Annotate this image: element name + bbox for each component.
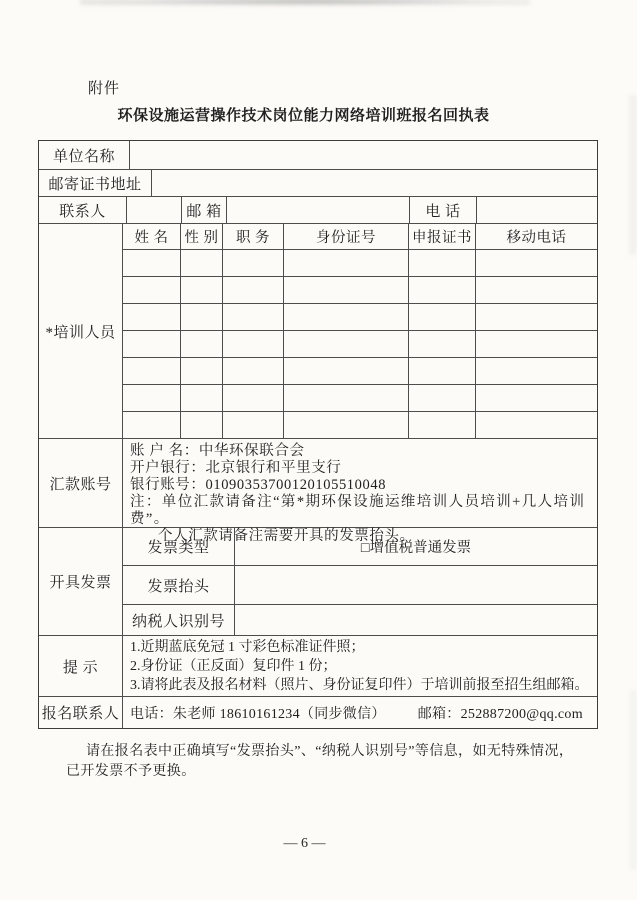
footer-note-line: 已开发票不予更换。	[66, 764, 196, 779]
trainee-cell	[123, 358, 180, 384]
trainee-cell	[222, 412, 283, 438]
trainees-section	[39, 223, 597, 438]
footer-note	[66, 742, 576, 782]
trainee-cell	[475, 385, 597, 411]
page-number: — 6 —	[283, 836, 326, 851]
footer-note-line: 请在报名表中正确填写“发票抬头”、“纳税人识别号”等信息，如无特殊情况，	[86, 744, 574, 759]
unit-name-value-cell	[129, 141, 597, 169]
trainee-cell	[283, 277, 408, 303]
mail-address-value-cell	[151, 170, 597, 196]
contact-row	[39, 196, 597, 223]
trainee-cell	[180, 412, 222, 438]
phone-label: 电 话	[409, 197, 476, 223]
tips-content	[122, 636, 597, 696]
tip-item: 2.身份证（正反面）复印件 1 份；	[130, 659, 337, 674]
trainee-cell	[222, 358, 283, 384]
trainee-cell	[180, 250, 222, 276]
trainee-cell	[408, 385, 475, 411]
trainee-cell	[123, 277, 180, 303]
trainee-cell	[475, 250, 597, 276]
tips-row	[39, 635, 597, 696]
invoice-type-label: 发票类型	[147, 540, 210, 556]
tip-item: 3.请将此表及报名材料（照片、身份证复印件）于培训前报至招生组邮箱。	[130, 678, 589, 693]
remittance-account-number: 银行账号：01090353700120105510048	[130, 477, 387, 493]
trainee-cell	[180, 331, 222, 357]
trainee-cell	[222, 331, 283, 357]
contact-value-cell	[126, 197, 181, 223]
trainee-cell	[222, 385, 283, 411]
invoice-taxid-label: 纳税人识别号	[131, 613, 225, 630]
trainee-cell	[475, 304, 597, 330]
invoice-title-row	[123, 565, 597, 604]
reg-contact-content	[122, 697, 597, 728]
trainee-col-id: 身份证号	[283, 224, 408, 249]
remittance-note-2: 个人汇款请备注需要开具的发票抬头。	[158, 528, 415, 544]
trainee-cell	[283, 304, 408, 330]
email-value-cell	[226, 197, 409, 223]
trainee-row	[123, 276, 597, 303]
trainee-col-name: 姓 名	[134, 230, 169, 246]
trainees-grid	[122, 224, 597, 438]
trainee-cell	[180, 277, 222, 303]
remittance-content	[122, 439, 597, 544]
trainee-cell	[222, 304, 283, 330]
trainee-cell	[408, 250, 475, 276]
remittance-label: 汇款账号	[49, 476, 112, 493]
mail-address-label: 邮寄证书地址	[48, 176, 142, 193]
registration-table	[38, 140, 598, 729]
invoice-section	[39, 527, 597, 635]
unit-name-row	[39, 141, 597, 169]
remittance-bank: 开户银行：北京银行和平里支行	[130, 460, 342, 476]
scan-smudge-right	[630, 690, 637, 870]
reg-contact-label: 报名联系人	[41, 706, 120, 722]
trainee-cell	[123, 331, 180, 357]
trainee-cell	[123, 385, 180, 411]
trainee-cell	[123, 304, 180, 330]
trainee-cell	[123, 412, 180, 438]
email-label: 邮 箱	[181, 197, 226, 223]
trainee-col-mobile: 移动电话	[475, 224, 597, 249]
contact-label: 联系人	[59, 203, 106, 220]
trainee-row	[123, 249, 597, 276]
invoice-taxid-row	[123, 604, 597, 635]
trainee-row	[123, 411, 597, 438]
invoice-title-value-cell	[234, 566, 597, 604]
reg-contact-email: 邮箱：252887200@qq.com	[417, 706, 583, 722]
invoice-label: 开具发票	[49, 575, 112, 591]
trainee-cell	[222, 250, 283, 276]
reg-contact-row	[39, 696, 597, 728]
trainee-col-title: 职 务	[222, 224, 283, 249]
trainee-cell	[283, 331, 408, 357]
trainee-cell	[180, 304, 222, 330]
trainee-row	[123, 384, 597, 411]
trainee-cell	[408, 412, 475, 438]
trainee-cell	[475, 331, 597, 357]
trainee-cell	[180, 385, 222, 411]
trainee-cell	[408, 304, 475, 330]
trainees-label: *培训人员	[45, 324, 116, 341]
invoice-type-row	[123, 528, 597, 565]
unit-name-label: 单位名称	[52, 148, 115, 165]
trainee-cell	[283, 385, 408, 411]
trainee-cell	[283, 250, 408, 276]
trainee-col-cert: 申报证书	[408, 224, 475, 249]
trainee-cell	[222, 277, 283, 303]
phone-value-cell	[476, 197, 597, 223]
page-title: 环保设施运营操作技术岗位能力网络培训班报名回执表	[117, 108, 490, 124]
trainee-cell	[475, 277, 597, 303]
trainee-row	[123, 330, 597, 357]
invoice-title-label: 发票抬头	[147, 578, 210, 595]
trainee-header-row	[123, 224, 597, 249]
scan-smudge-right	[629, 95, 637, 255]
trainee-cell	[283, 358, 408, 384]
scan-smudge-top	[80, 0, 530, 7]
invoice-taxid-value-cell	[234, 605, 597, 635]
remittance-note-1: 注：单位汇款请备注“第*期环保设施运维培训人员培训+几人培训费”。	[130, 494, 586, 527]
trainee-cell	[408, 331, 475, 357]
invoice-grid	[122, 528, 597, 635]
remittance-row	[39, 438, 597, 544]
trainee-cell	[475, 358, 597, 384]
trainee-cell	[475, 412, 597, 438]
reg-contact-phone: 电话：朱老师 18610161234（同步微信）	[130, 706, 386, 722]
mail-address-row	[39, 169, 597, 196]
invoice-type-value: □增值税普通发票	[234, 528, 597, 565]
remittance-account-name: 账 户 名：中华环保联合会	[130, 443, 305, 459]
trainee-cell	[180, 358, 222, 384]
trainee-cell	[283, 412, 408, 438]
trainee-row	[123, 357, 597, 384]
attachment-label: 附件	[88, 81, 121, 97]
trainee-row	[123, 303, 597, 330]
trainee-cell	[123, 250, 180, 276]
tip-item: 1.近期蓝底免冠 1 寸彩色标准证件照；	[130, 640, 365, 655]
trainee-cell	[408, 358, 475, 384]
tips-label: 提 示	[62, 659, 99, 676]
trainee-col-gender: 性 别	[180, 224, 222, 249]
trainee-cell	[408, 277, 475, 303]
